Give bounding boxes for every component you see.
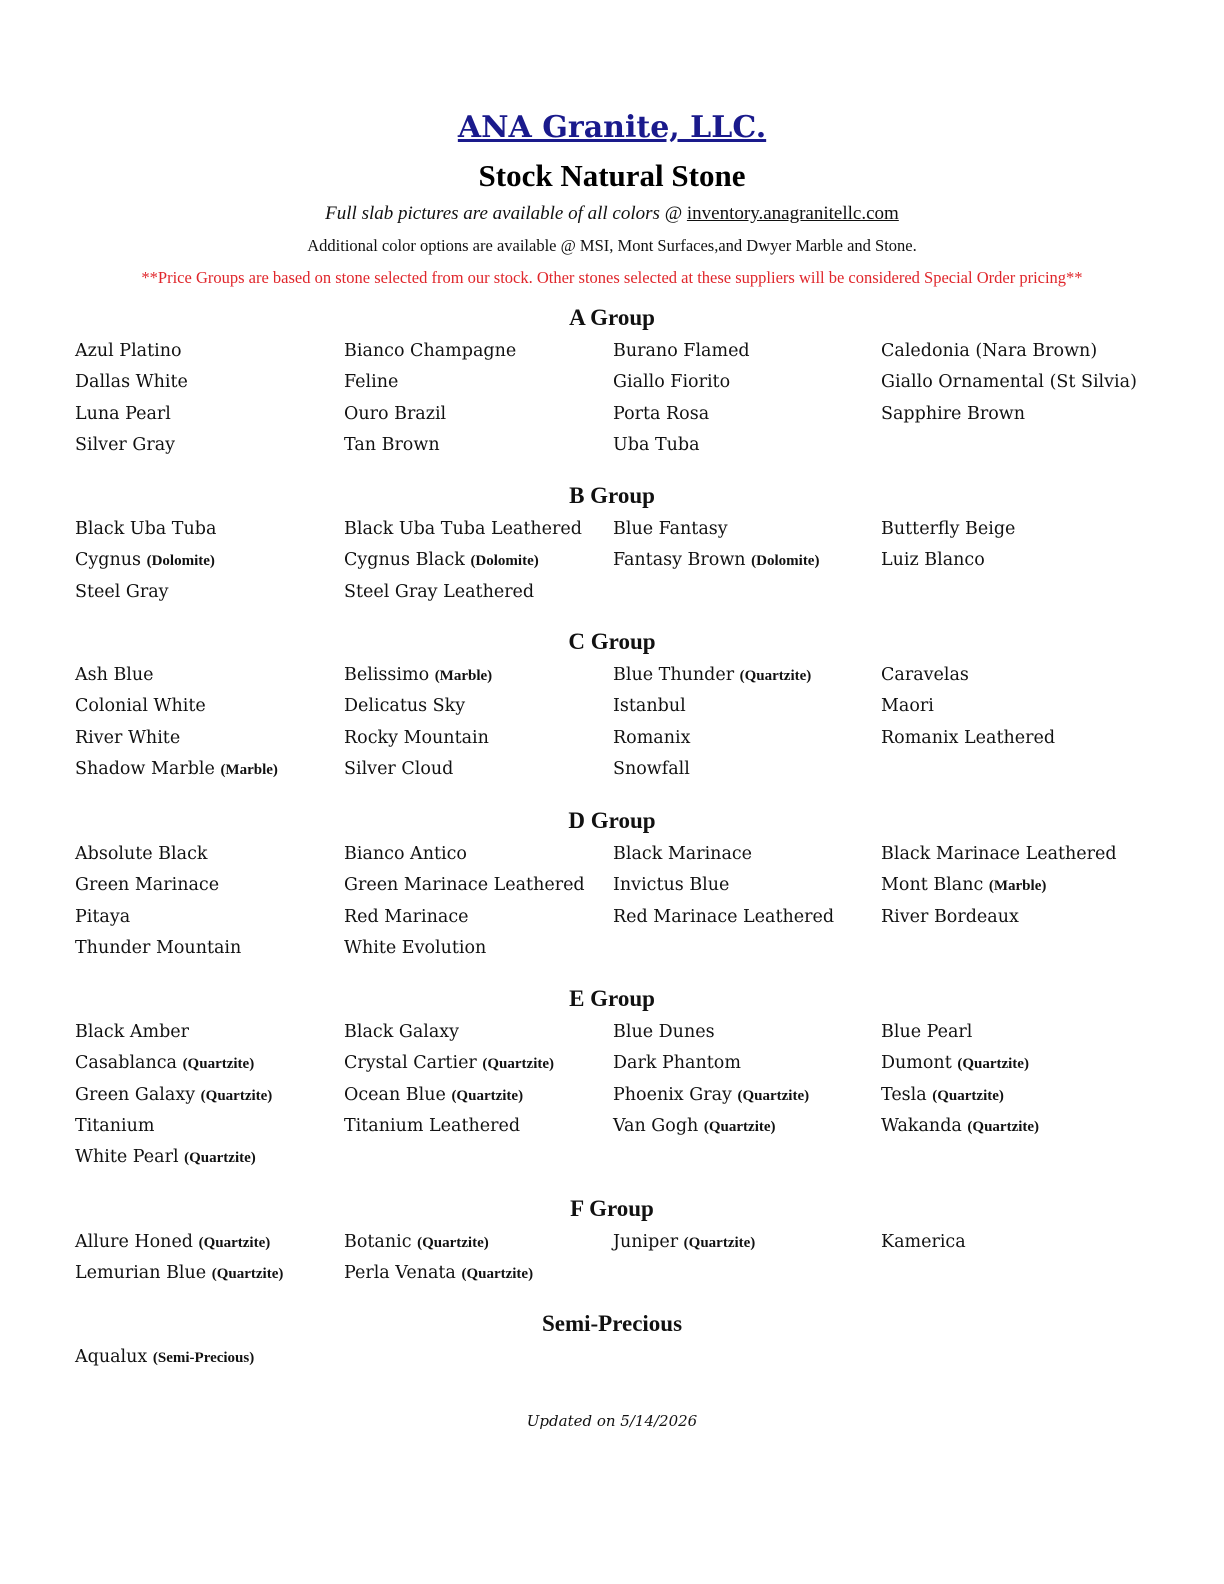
stone-name: Caledonia (Nara Brown) bbox=[881, 341, 1098, 361]
stone-name: Ash Blue bbox=[75, 665, 154, 685]
stone-name: Aqualux bbox=[75, 1347, 148, 1367]
stone-type-tag: (Marble) bbox=[220, 761, 278, 778]
stone-item bbox=[75, 519, 216, 539]
stone-item bbox=[344, 1085, 523, 1105]
stone-name: Mont Blanc bbox=[881, 875, 984, 896]
stone-name: Botanic bbox=[344, 1232, 412, 1252]
stone-item bbox=[613, 759, 690, 779]
stone-item bbox=[344, 1232, 489, 1252]
stone-name: Black Uba Tuba Leathered bbox=[344, 519, 582, 539]
stone-type-tag: (Quartzite) bbox=[737, 1087, 810, 1104]
stone-name: Blue Pearl bbox=[881, 1022, 973, 1042]
stone-name: Green Galaxy bbox=[75, 1084, 196, 1105]
stone-name: Black Marinace bbox=[613, 844, 753, 864]
stone-item bbox=[613, 519, 728, 539]
stone-item bbox=[881, 1022, 972, 1042]
stone-name: Absolute Black bbox=[75, 844, 208, 864]
stone-name: Invictus Blue bbox=[613, 875, 730, 896]
stone-item bbox=[75, 582, 169, 602]
stone-item bbox=[75, 435, 175, 455]
stone-name: Belissimo bbox=[344, 665, 430, 685]
stone-name: Green Marinace Leathered bbox=[344, 875, 585, 896]
stone-name: Porta Rosa bbox=[613, 403, 710, 424]
stone-item bbox=[75, 938, 241, 958]
stone-item bbox=[75, 907, 130, 927]
stone-item bbox=[881, 728, 1055, 748]
stone-type-tag: (Quartzite) bbox=[461, 1266, 534, 1283]
stone-name: Green Marinace bbox=[75, 875, 220, 896]
stone-item bbox=[344, 341, 516, 361]
stone-name: Ocean Blue bbox=[344, 1084, 446, 1105]
stone-name: Romanix bbox=[613, 727, 691, 748]
stone-item bbox=[881, 550, 985, 570]
stone-name: Lemurian Blue bbox=[75, 1263, 207, 1284]
stone-name: Black Amber bbox=[75, 1022, 190, 1042]
stone-name: Allure Honed bbox=[75, 1232, 194, 1252]
stone-item bbox=[613, 844, 752, 864]
stone-item bbox=[75, 875, 219, 895]
stone-item bbox=[613, 404, 709, 424]
stone-item bbox=[344, 1116, 520, 1136]
stone-name: Ouro Brazil bbox=[344, 403, 447, 424]
stone-type-tag: (Dolomite) bbox=[751, 553, 820, 570]
additional-options-line: Additional color options are available @ MSI, Mont Surfaces,and Dwyer Marble and Stone. bbox=[307, 236, 917, 255]
inventory-link[interactable]: inventory.anagranitellc.com bbox=[686, 203, 899, 224]
stone-type-tag: (Quartzite) bbox=[451, 1087, 524, 1104]
group-title: Semi-Precious bbox=[541, 1311, 683, 1336]
company-title-link[interactable]: ANA Granite, LLC. bbox=[457, 110, 767, 145]
stone-item bbox=[344, 938, 486, 958]
stone-item bbox=[75, 341, 182, 361]
stone-item bbox=[881, 1085, 1004, 1105]
stone-name: Black Marinace Leathered bbox=[881, 844, 1117, 864]
stone-item bbox=[881, 1116, 1039, 1136]
group-title: E Group bbox=[569, 986, 655, 1011]
stone-item bbox=[344, 665, 492, 685]
stone-name: Black Uba Tuba bbox=[75, 519, 217, 539]
stone-type-tag: (Quartzite) bbox=[703, 1118, 776, 1135]
stone-item bbox=[881, 404, 1025, 424]
stone-name: Colonial White bbox=[75, 696, 206, 717]
stone-item bbox=[613, 1022, 715, 1042]
stone-name: River Bordeaux bbox=[881, 906, 1019, 927]
stone-type-tag: (Quartzite) bbox=[957, 1056, 1029, 1073]
group-title: D Group bbox=[568, 808, 656, 833]
slab-pictures-text: Full slab pictures are available of all colors @ bbox=[325, 203, 687, 224]
stone-name: Uba Tuba bbox=[613, 434, 700, 455]
stone-name: White Evolution bbox=[344, 937, 487, 958]
stone-name: Wakanda bbox=[881, 1115, 962, 1136]
stone-name: Titanium Leathered bbox=[344, 1115, 521, 1136]
stone-name: Cygnus bbox=[75, 550, 142, 571]
stone-name: Sapphire Brown bbox=[881, 403, 1025, 424]
stone-item bbox=[75, 1232, 270, 1252]
stone-name: Giallo Fiorito bbox=[613, 372, 731, 393]
stone-name: Dark Phantom bbox=[613, 1053, 741, 1074]
stone-name: Steel Gray bbox=[75, 581, 169, 602]
stone-name: Giallo Ornamental (St Silvia) bbox=[881, 372, 1137, 393]
stone-name: Black Galaxy bbox=[344, 1022, 460, 1042]
stone-item bbox=[881, 907, 1019, 927]
stone-name: Rocky Mountain bbox=[344, 727, 489, 748]
stone-name: Silver Cloud bbox=[344, 758, 454, 779]
stone-item bbox=[881, 519, 1015, 539]
stone-item bbox=[613, 665, 811, 685]
stone-item bbox=[613, 907, 834, 927]
stone-name: Blue Dunes bbox=[613, 1022, 715, 1042]
stone-name: Blue Fantasy bbox=[613, 519, 728, 539]
stone-name: Thunder Mountain bbox=[75, 937, 242, 958]
stone-name: Juniper bbox=[613, 1232, 679, 1252]
stone-name: Maori bbox=[881, 696, 934, 717]
stone-item bbox=[344, 1053, 554, 1073]
group-title: F Group bbox=[570, 1196, 654, 1221]
stone-item bbox=[344, 875, 585, 895]
stone-item bbox=[75, 1263, 283, 1283]
stone-type-tag: (Quartzite) bbox=[182, 1056, 255, 1073]
stone-item bbox=[75, 1347, 254, 1367]
stone-item bbox=[75, 1053, 254, 1073]
stone-type-tag: (Dolomite) bbox=[470, 553, 539, 570]
updated-date: Updated on 5/14/2026 bbox=[526, 1412, 698, 1430]
stone-name: Van Gogh bbox=[613, 1115, 699, 1136]
stone-type-tag: (Quartzite) bbox=[200, 1087, 273, 1104]
stone-type-tag: (Semi-Precious) bbox=[152, 1350, 255, 1366]
stone-item bbox=[613, 1085, 809, 1105]
stone-item bbox=[344, 550, 539, 570]
stone-item bbox=[344, 1022, 459, 1042]
stone-item bbox=[75, 728, 180, 748]
stone-item bbox=[613, 372, 730, 392]
stone-type-tag: (Quartzite) bbox=[417, 1235, 489, 1251]
stone-item bbox=[344, 435, 440, 455]
stone-item bbox=[75, 404, 171, 424]
stone-item bbox=[881, 341, 1097, 361]
stone-item bbox=[613, 1053, 741, 1073]
stone-item bbox=[75, 844, 207, 864]
stone-name: Romanix Leathered bbox=[881, 727, 1056, 748]
stone-item bbox=[881, 372, 1137, 392]
stone-item bbox=[613, 435, 700, 455]
stone-type-tag: (Quartzite) bbox=[683, 1235, 756, 1251]
stone-item bbox=[613, 1232, 755, 1252]
stone-name: Azul Platino bbox=[75, 341, 182, 361]
stone-type-tag: (Quartzite) bbox=[211, 1266, 284, 1283]
stone-name: Shadow Marble bbox=[75, 758, 215, 779]
stone-name: Titanium bbox=[75, 1115, 155, 1136]
stone-name: Steel Gray Leathered bbox=[344, 581, 535, 602]
stone-name: Phoenix Gray bbox=[613, 1084, 732, 1105]
stone-item bbox=[881, 1232, 966, 1252]
stone-item bbox=[75, 696, 206, 716]
stone-name: Kamerica bbox=[881, 1232, 966, 1252]
stone-name: Bianco Champagne bbox=[344, 341, 517, 361]
page-subtitle: Stock Natural Stone bbox=[478, 158, 746, 193]
stone-item bbox=[613, 696, 686, 716]
stone-item bbox=[344, 907, 468, 927]
stone-type-tag: (Quartzite) bbox=[739, 668, 812, 684]
stone-item bbox=[75, 1022, 189, 1042]
stone-name: Tesla bbox=[881, 1084, 927, 1105]
stone-item bbox=[344, 372, 398, 392]
stone-item bbox=[344, 759, 453, 779]
stone-item bbox=[75, 372, 188, 392]
group-title: A Group bbox=[569, 305, 655, 330]
stone-type-tag: (Dolomite) bbox=[146, 553, 215, 570]
stone-name: Perla Venata bbox=[344, 1263, 456, 1284]
stone-name: Snowfall bbox=[613, 758, 690, 779]
stone-item bbox=[613, 728, 690, 748]
stone-item bbox=[613, 1116, 776, 1136]
stone-name: Delicatus Sky bbox=[344, 696, 466, 717]
stone-type-tag: (Quartzite) bbox=[932, 1087, 1004, 1104]
stone-name: Dallas White bbox=[75, 372, 188, 393]
stone-item bbox=[75, 1116, 154, 1136]
stone-type-tag: (Quartzite) bbox=[967, 1118, 1040, 1135]
stone-name: Pitaya bbox=[75, 906, 131, 927]
stone-name: Feline bbox=[344, 372, 399, 393]
stone-item bbox=[344, 696, 465, 716]
stone-item bbox=[344, 519, 582, 539]
stone-type-tag: (Marble) bbox=[434, 668, 493, 684]
price-group-note: **Price Groups are based on stone selected from our stock. Other stones selected at these suppliers will be considered Special Order pricing** bbox=[141, 268, 1083, 287]
stone-name: Crystal Cartier bbox=[344, 1053, 477, 1074]
stone-item bbox=[75, 1085, 272, 1105]
stone-name: Bianco Antico bbox=[344, 844, 467, 864]
stone-item bbox=[613, 550, 819, 570]
group-title: B Group bbox=[569, 483, 655, 508]
slab-pictures-line bbox=[0, 203, 1224, 225]
stone-name: Burano Flamed bbox=[613, 341, 750, 361]
stone-name: Caravelas bbox=[881, 665, 969, 685]
stone-name: Dumont bbox=[881, 1053, 952, 1074]
stone-name: Tan Brown bbox=[344, 434, 440, 455]
stone-type-tag: (Quartzite) bbox=[198, 1235, 271, 1251]
stone-name: River White bbox=[75, 727, 181, 748]
stone-name: Fantasy Brown bbox=[613, 550, 746, 571]
stone-item bbox=[881, 1053, 1029, 1073]
group-title: C Group bbox=[568, 629, 656, 654]
stone-item bbox=[75, 759, 278, 779]
stone-type-tag: (Marble) bbox=[988, 878, 1047, 895]
stone-name: Silver Gray bbox=[75, 434, 176, 455]
stone-item bbox=[881, 875, 1046, 895]
stone-name: Casablanca bbox=[75, 1053, 177, 1074]
stone-name: White Pearl bbox=[75, 1147, 179, 1168]
stone-item bbox=[344, 404, 446, 424]
stone-type-tag: (Quartzite) bbox=[184, 1150, 256, 1167]
stone-type-tag: (Quartzite) bbox=[482, 1056, 555, 1073]
stone-name: Blue Thunder bbox=[613, 665, 735, 685]
stone-name: Butterfly Beige bbox=[881, 519, 1016, 539]
stone-name: Red Marinace Leathered bbox=[613, 906, 835, 927]
stone-item bbox=[344, 728, 489, 748]
stone-item bbox=[75, 665, 154, 685]
stone-item bbox=[344, 1263, 533, 1283]
stone-item bbox=[344, 582, 534, 602]
stone-name: Luiz Blanco bbox=[881, 550, 985, 571]
stone-name: Luna Pearl bbox=[75, 403, 171, 424]
stone-item bbox=[613, 875, 729, 895]
stone-item bbox=[75, 550, 215, 570]
stone-item bbox=[881, 844, 1117, 864]
stone-item bbox=[881, 696, 934, 716]
stone-item bbox=[613, 341, 750, 361]
stone-item bbox=[75, 1147, 256, 1167]
stone-item bbox=[881, 665, 969, 685]
stone-item bbox=[344, 844, 467, 864]
stone-name: Red Marinace bbox=[344, 906, 469, 927]
stone-name: Cygnus Black bbox=[344, 550, 465, 571]
stone-name: Istanbul bbox=[613, 696, 686, 717]
